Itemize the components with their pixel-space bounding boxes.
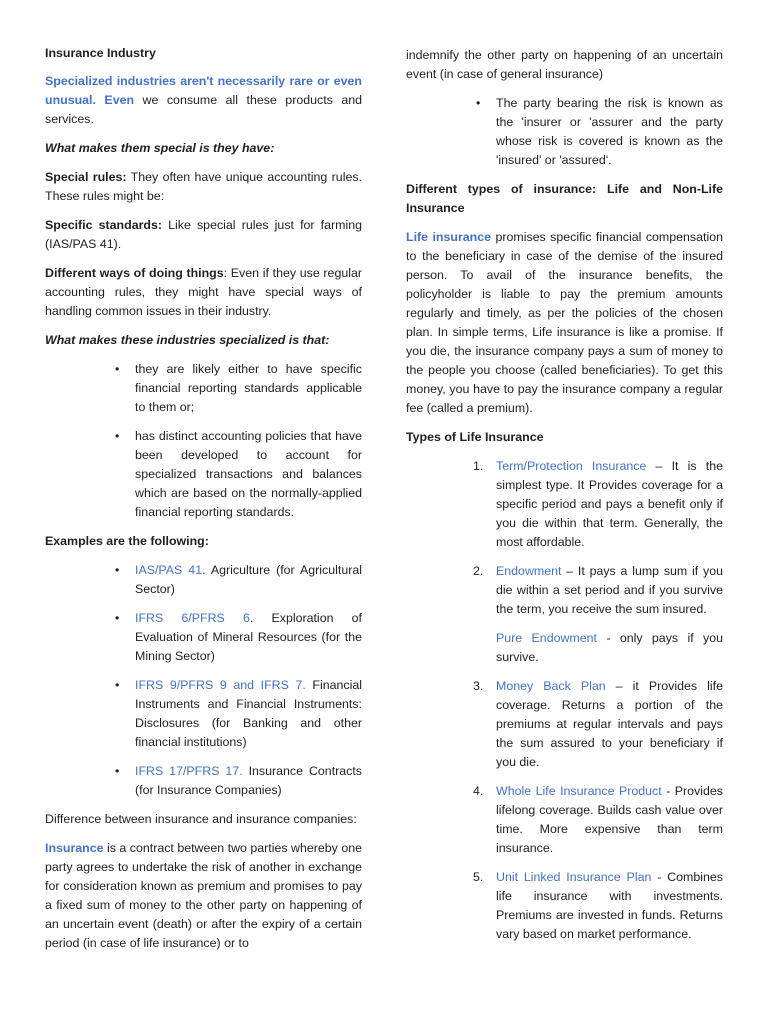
types-heading: Different types of insurance: Life and Non-Life Insurance [406, 182, 723, 215]
examples-heading: Examples are the following: [45, 534, 209, 548]
list-item: 2. Endowment – It pays a lump sum if you die within a set period and if you survive the term, you receive the sum insured. [473, 564, 723, 616]
standard-link[interactable]: IAS/PAS 41 [135, 563, 203, 577]
intro-link-text: Specialized industries aren't necessarily rare or even unusual. Even [45, 74, 362, 107]
special-rules-paragraph [45, 168, 362, 206]
list-item: • they are likely either to have specific financial reporting standards applicable to them or; [115, 362, 362, 414]
intro-rest-text: we consume all these products and services. [45, 93, 362, 126]
type-link[interactable]: Whole Life Insurance Product [496, 784, 662, 798]
standard-link[interactable]: IFRS 9/PFRS 9 and IFRS 7. [135, 678, 306, 692]
bullet-icon: • [115, 678, 120, 692]
insurance-paragraph [45, 839, 362, 953]
type-link[interactable]: Endowment [496, 564, 562, 578]
pure-endowment-link[interactable]: Pure Endowment [496, 631, 597, 645]
list-item: 5. Unit Linked Insurance Plan - Combines life insurance with investments. Premiums are invested in funds. Returns vary based on market performance. [473, 870, 723, 941]
type-link[interactable]: Money Back Plan [496, 679, 606, 693]
list-item: • has distinct accounting policies that have been developed to account for specialized transactions and balances which are based on the normally-applied financial reporting standards. [115, 429, 362, 519]
intro-paragraph [45, 72, 362, 129]
bullet-icon: • [115, 362, 120, 376]
different-ways-text: : Even if they use regular accounting rules, they might have special ways of handling common issues in their industry. [45, 266, 362, 318]
specific-standards-text: Like special rules just for farming (IAS/PAS 41). [45, 218, 362, 251]
life-insurance-text: promises specific financial compensation to the beneficiary in case of the demise of the insured person. To avail of the insurance benefits, the policyholder is liable to pay the premium amounts regularly and timely, as per the policies of the chosen plan. In simple terms, Life insurance is like a promise. If you die, the insurance company pays a sum of money to the people you choose (called beneficiaries). To get this money, you have to pay the insurance company a regular fee (called a premium). [406, 230, 723, 415]
special-rules-text: They often have unique accounting rules. These rules might be: [45, 170, 362, 203]
standard-link[interactable]: IFRS 17/PFRS 17. [135, 764, 243, 778]
list-item: • IFRS 6/PFRS 6. Exploration of Evaluation of Mineral Resources (for the Mining Sector) [115, 611, 362, 663]
specific-standards-label: Specific standards: [45, 218, 162, 232]
specialized-heading: What makes these industries specialized is that: [45, 333, 330, 347]
different-ways-paragraph [45, 264, 362, 321]
list-item: 3. Money Back Plan – it Provides life coverage. Returns a portion of the premiums at regular intervals and pays the sum assured to your beneficiary if you die. [473, 679, 724, 769]
pure-endowment-paragraph: Pure Endowment - only pays if you survive. [496, 631, 723, 664]
types-list-continued [406, 677, 723, 944]
list-item: • IFRS 9/PFRS 9 and IFRS 7. Financial Instruments and Financial Instruments: Disclosures (for Banking and other financial institutions) [115, 678, 362, 749]
specific-standards-paragraph [45, 216, 362, 254]
specialized-list [45, 360, 362, 522]
different-ways-label: Different ways of doing things [45, 266, 224, 280]
life-insurance-link[interactable]: Life insurance [406, 230, 492, 244]
list-item: 1. Term/Protection Insurance – It is the simplest type. It Provides coverage for a specific period and pays a benefit only if you die within that term. Generally, the most affordable. [473, 459, 723, 549]
bullet-icon: • [476, 96, 481, 110]
special-rules-label: Special rules: [45, 170, 127, 184]
continuation-text: indemnify the other party on happening of an uncertain event (in case of general insurance) [406, 48, 723, 81]
insurance-text: is a contract between two parties whereby one party agrees to undertake the risk of another in exchange for consideration known as premium and promises to pay a fixed sum of money to the other party on happening of an uncertain event (death) or after the expiry of a certain period (in case of life insurance) or to [45, 841, 362, 950]
types-list [406, 457, 723, 619]
bullet-icon: • [115, 563, 120, 577]
types-life-heading: Types of Life Insurance [406, 430, 544, 444]
bullet-icon: • [115, 764, 120, 778]
difference-text: Difference between insurance and insurance companies: [45, 812, 357, 826]
list-item: • The party bearing the risk is known as the 'insurer or 'assurer and the party whose risk is covered is known as the 'insured' or 'assured'. [476, 96, 723, 167]
list-item: 4. Whole Life Insurance Product - Provides lifelong coverage. Builds cash value over time. More expensive than term insurance. [473, 784, 723, 855]
bullet-icon: • [115, 429, 120, 443]
right-column [406, 46, 723, 954]
party-list [406, 94, 723, 170]
special-heading: What makes them special is they have: [45, 141, 275, 155]
examples-list [45, 561, 362, 800]
type-link[interactable]: Term/Protection Insurance [496, 459, 647, 473]
list-item: • IAS/PAS 41. Agriculture (for Agricultural Sector) [115, 563, 362, 596]
left-column [45, 44, 362, 963]
standard-link[interactable]: IFRS 6/PFRS 6 [135, 611, 250, 625]
document-title: Insurance Industry [45, 46, 156, 60]
list-item: • IFRS 17/PFRS 17. Insurance Contracts (for Insurance Companies) [115, 764, 362, 797]
type-link[interactable]: Unit Linked Insurance Plan [496, 870, 652, 884]
bullet-icon: • [115, 611, 120, 625]
insurance-link[interactable]: Insurance [45, 841, 104, 855]
life-insurance-paragraph [406, 228, 723, 418]
